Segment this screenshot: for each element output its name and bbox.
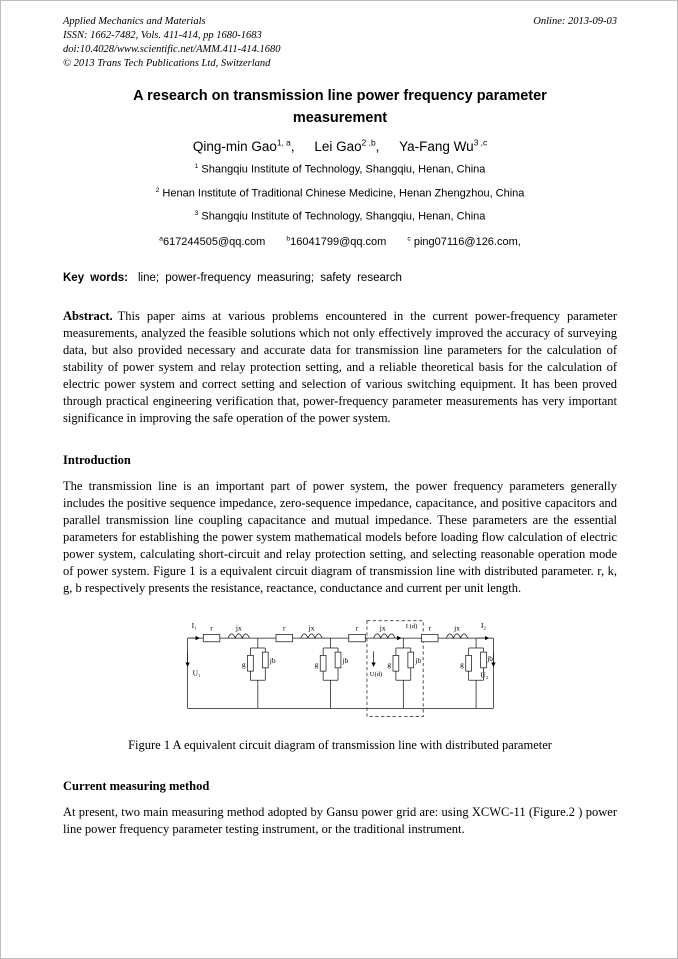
label-i2: I₂ xyxy=(480,621,486,631)
author-2-sep: , xyxy=(375,139,380,155)
affiliation-3-text: Shangqiu Institute of Technology, Shangqiu, Henan, China xyxy=(198,210,486,223)
keywords-label: Key words: xyxy=(63,272,128,285)
affiliation-2-text: Henan Institute of Traditional Chinese Medicine, Henan Zhengzhou, China xyxy=(159,187,525,200)
label-jx-3: jx xyxy=(379,623,386,633)
issn-line: ISSN: 1662-7482, Vols. 411-414, pp 1680-1683 xyxy=(63,29,262,41)
label-i-d: I (d) xyxy=(405,623,417,631)
affiliation-3-sup: 3 xyxy=(194,210,199,218)
author-1-name: Qing-min Gao xyxy=(192,139,277,155)
affiliation-3 xyxy=(63,210,617,224)
affiliation-2 xyxy=(63,187,617,201)
journal-title: Applied Mechanics and Materials xyxy=(63,16,206,27)
author-3-name: Ya-Fang Wu xyxy=(399,139,474,155)
email-c xyxy=(407,236,520,248)
label-r-3: r xyxy=(355,623,358,633)
circuit-labels xyxy=(191,621,493,680)
copyright-line: © 2013 Trans Tech Publications Ltd, Switzerland xyxy=(63,57,271,69)
circuit-wires xyxy=(187,621,493,717)
label-jb-4: jb xyxy=(486,654,493,664)
author-1-sup: 1, a xyxy=(276,137,291,148)
keywords-text: line; power-frequency measuring; safety research xyxy=(138,272,402,285)
author-3-sup: 3 ,c xyxy=(473,137,488,148)
email-c-text: ping07116@126.com, xyxy=(410,236,521,249)
introduction-paragraph: The transmission line is an important part of power system, the power frequency parameters generally includes the positive sequence impedance, zero-sequence impedance, capacitance, and positive capacitors and parallel transmission line coupling capacitance and mutual impedance. These parameters are the essential parameters for establishing the power system mathematical models before loading flow calculation of electric power system, calculating short-circuit and relay protection setting, and selecting reasonable operation mode of power system. Figure 1 is a equivalent circuit diagram of transmission line with distributed parameter. r, k, g, b respectively presents the resistance, reactance, conductance and current per unit length. xyxy=(63,479,617,596)
email-a xyxy=(159,236,265,248)
authors-line xyxy=(63,138,617,155)
author-2 xyxy=(314,139,379,154)
email-a-text: 617244505@qq.com xyxy=(162,236,266,249)
label-r-4: r xyxy=(428,623,431,633)
author-3 xyxy=(399,139,487,154)
label-r-1: r xyxy=(209,623,213,633)
label-jx-2: jx xyxy=(308,623,314,633)
section-heading-current-measuring-method: Current measuring method xyxy=(63,779,210,794)
current-method-paragraph: At present, two main measuring method adopted by Gansu power grid are: using XCWC-11 (Figure.2 ) power line power frequency parameter testing instrument, or the traditional instrument. xyxy=(63,805,617,837)
label-jx-1: jx xyxy=(235,623,242,633)
section-heading-introduction: Introduction xyxy=(63,453,131,468)
paper-title: A research on transmission line power frequency parameter measurement xyxy=(133,88,547,127)
author-1 xyxy=(193,139,295,154)
label-r-2: r xyxy=(282,623,286,633)
label-jb-3: jb xyxy=(414,656,421,666)
label-u2: U₂ xyxy=(479,671,488,681)
author-2-name: Lei Gao xyxy=(314,139,362,155)
label-u1: U₁ xyxy=(192,668,201,678)
label-g-1: g xyxy=(241,660,246,670)
abstract-text: This paper aims at various problems encountered in the current power-frequency parameter measurements, analyzed the feasible solutions which not only effectively improved the accuracy of surveying data, but also provided necessary and accurate data for transmission line parameters for the calculation of stability of power system and relay protection setting, and a reliable theoretical basis for the calculation of electric power system and correct setting and selection of various switching equipment. It has been proved through practical engineering verification that, power-frequency parameter measurements has very important significance in improving the safe operation of the power system. xyxy=(63,309,617,426)
doi-line: doi:10.4028/www.scientific.net/AMM.411-414.1680 xyxy=(63,43,281,55)
label-jb-2: jb xyxy=(342,656,348,666)
label-jb-1: jb xyxy=(269,656,276,666)
label-g-4: g xyxy=(459,660,464,670)
label-jx-4: jx xyxy=(453,623,460,633)
email-c-sup: c xyxy=(407,235,411,243)
affiliation-1 xyxy=(63,163,617,177)
journal-header-left xyxy=(63,15,280,70)
emails-line xyxy=(63,236,617,249)
label-g-3: g xyxy=(386,660,391,670)
label-i1: I₁ xyxy=(191,621,197,631)
abstract-paragraph xyxy=(63,308,617,427)
email-b-text: 16041799@qq.com xyxy=(290,236,387,249)
keywords-line xyxy=(63,272,617,284)
affiliation-2-sup: 2 xyxy=(155,186,160,194)
author-1-sep: , xyxy=(290,139,295,155)
email-b xyxy=(286,236,386,248)
label-u-d: U(d) xyxy=(369,671,382,679)
author-2-sup: 2 ,b xyxy=(361,137,376,148)
email-b-sup: b xyxy=(286,235,291,243)
email-a-sup: a xyxy=(159,235,163,243)
figure1-caption: Figure 1 A equivalent circuit diagram of transmission line with distributed parameter xyxy=(128,738,552,753)
online-date: Online: 2013-09-03 xyxy=(533,16,617,27)
affiliation-1-text: Shangqiu Institute of Technology, Shangqiu, Henan, China xyxy=(198,164,486,177)
label-g-2: g xyxy=(314,660,318,670)
figure1-circuit-svg xyxy=(175,605,506,729)
figure1 xyxy=(63,605,617,753)
journal-header xyxy=(63,15,617,70)
abstract-label: Abstract. xyxy=(63,309,113,324)
affiliation-1-sup: 1 xyxy=(194,163,199,171)
